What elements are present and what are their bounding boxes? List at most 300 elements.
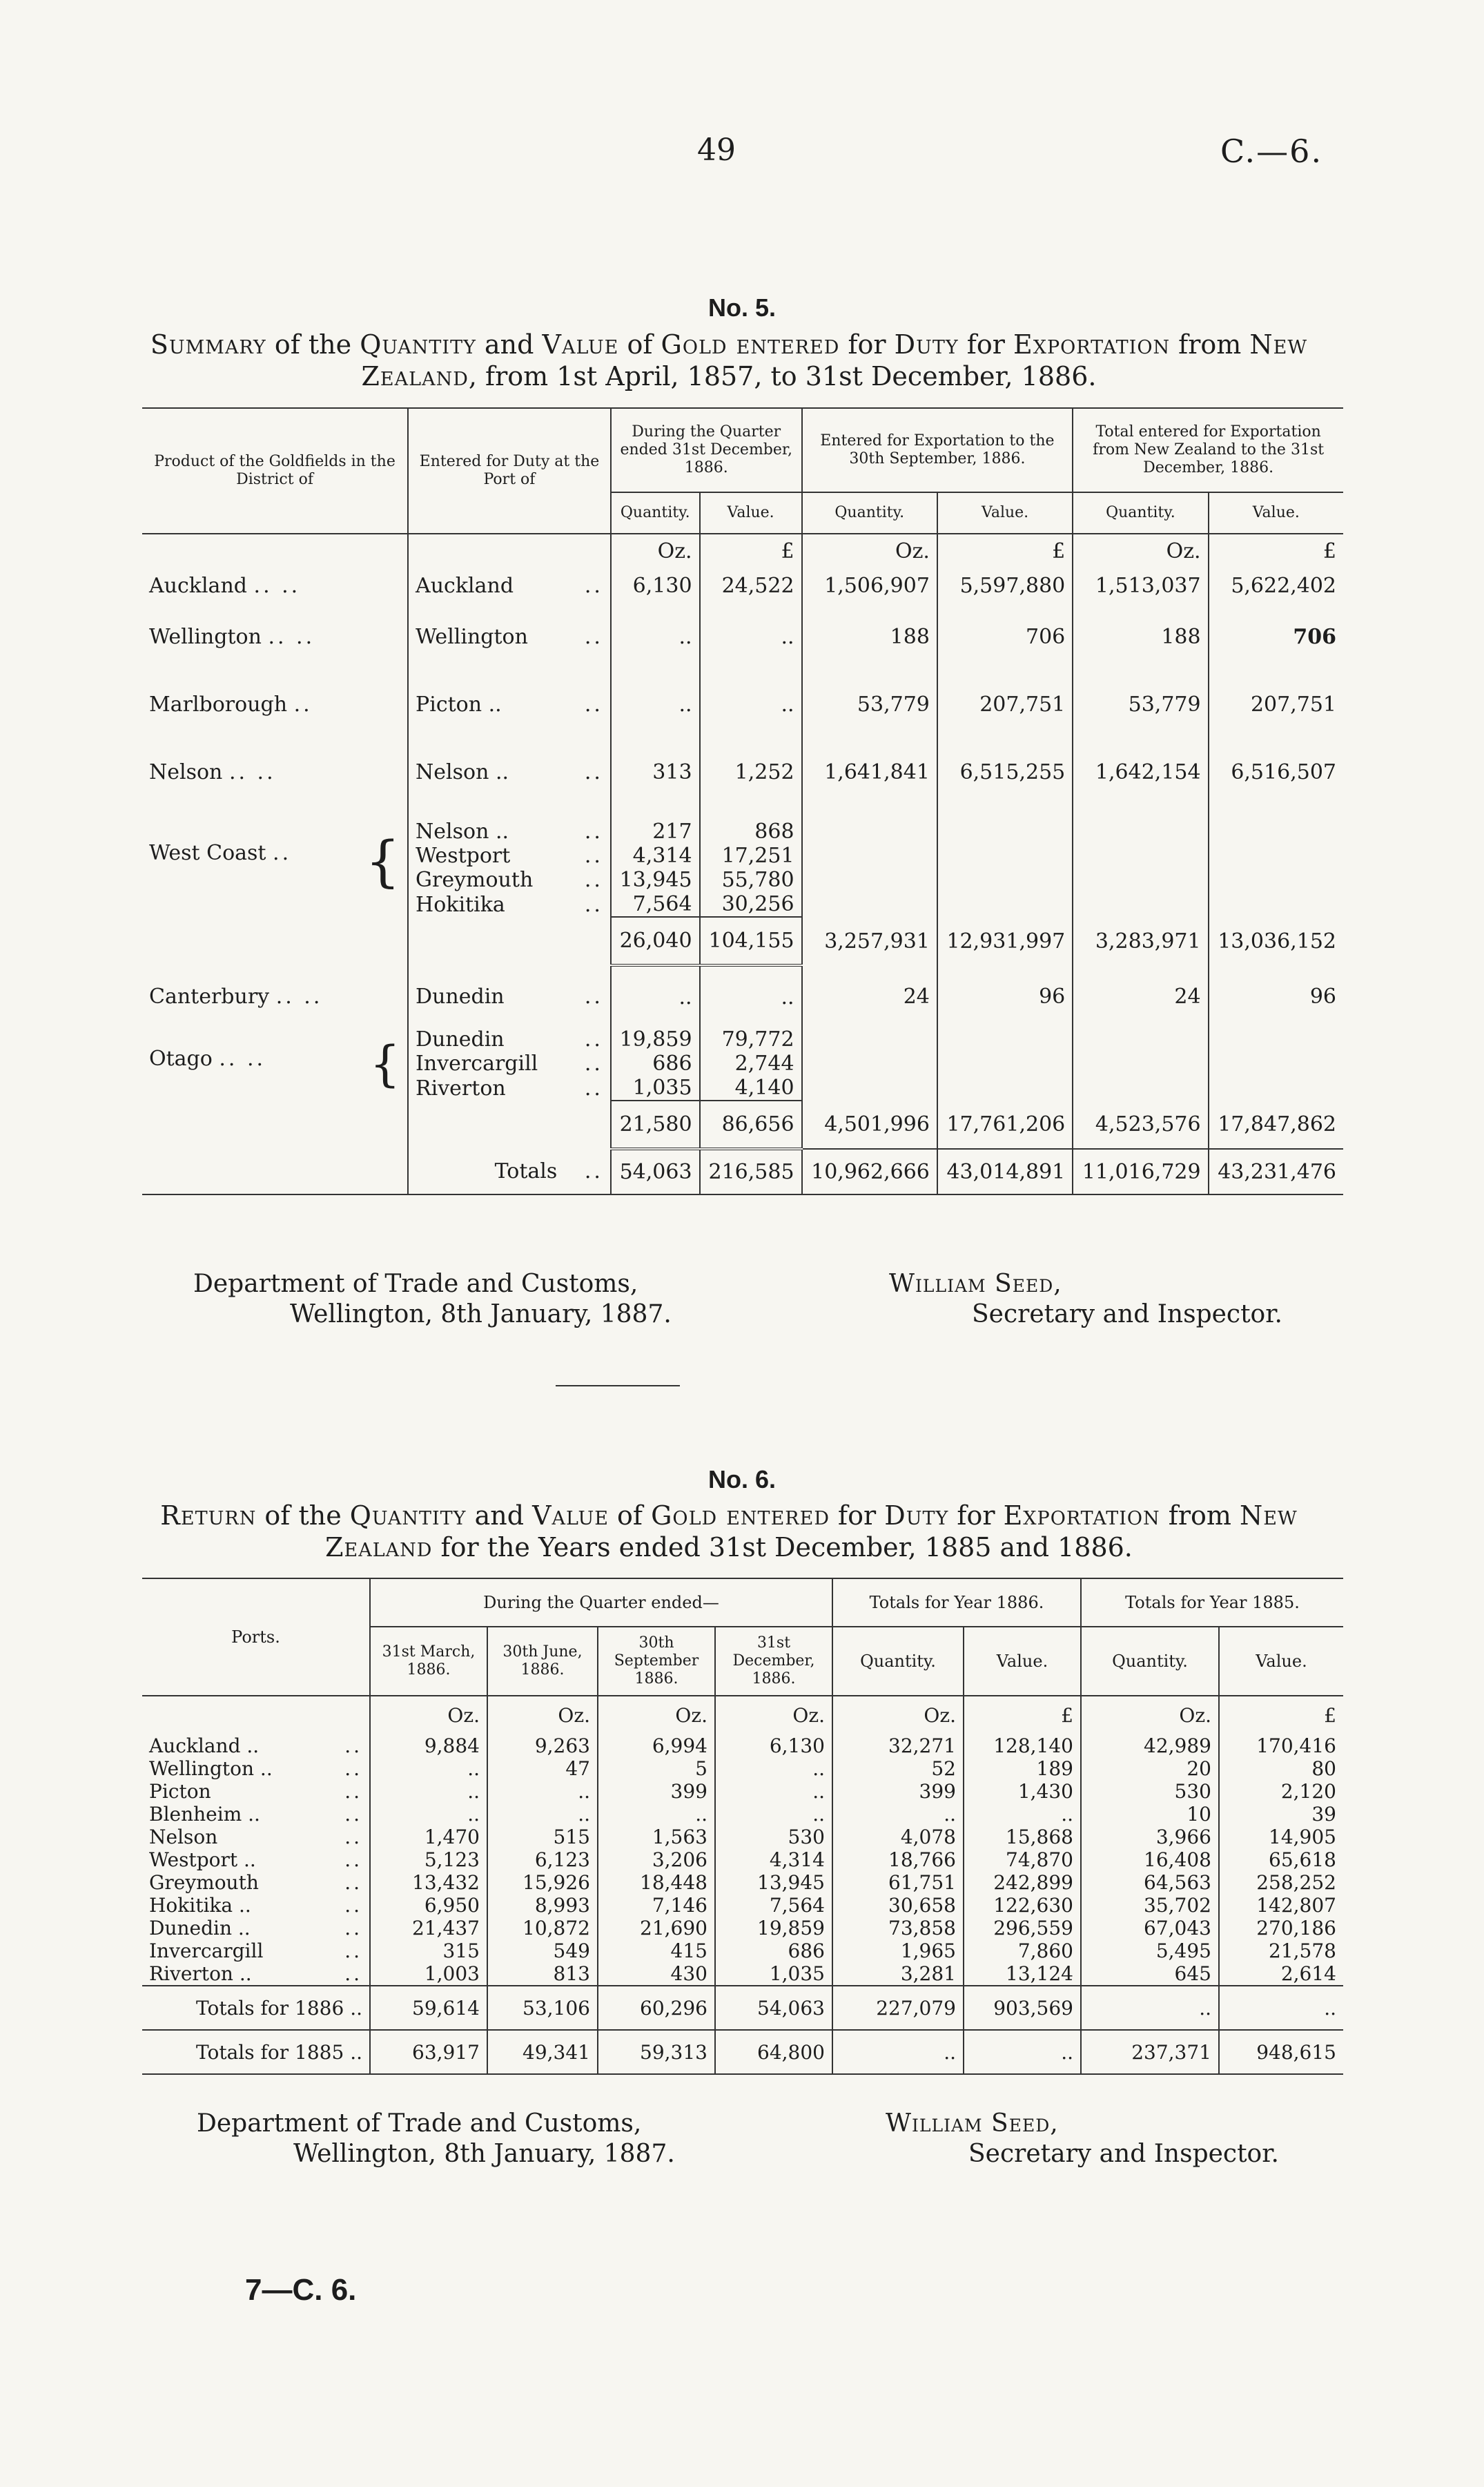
totals-q3: 60,296 — [598, 1986, 715, 2030]
year-1885-value: 270,186 — [1219, 1917, 1343, 1939]
quarter-quantity: 7,564 — [611, 892, 700, 917]
totals-1886-quantity: 227,079 — [832, 1986, 964, 2030]
quarter-value: 79,772 — [700, 1027, 802, 1052]
year-1885-quantity: 5,495 — [1081, 1939, 1219, 1962]
quarter-q3: 3,206 — [598, 1848, 715, 1871]
port-name: Hokitika .. — [149, 1894, 251, 1917]
quarter-quantity: .. — [611, 603, 700, 670]
quarter-q1: 5,123 — [370, 1848, 487, 1871]
port-name: Dunedin — [416, 984, 505, 1009]
quarter-q1: .. — [370, 1803, 487, 1826]
table-row: Hokitika .. .. 6,950 8,993 7,146 7,564 30,658 122,630 35,702 142,807 — [142, 1894, 1343, 1917]
totals-label: Totals for 1886 .. — [196, 1996, 362, 2020]
quarter-q4: .. — [715, 1803, 832, 1826]
table-row: Blenheim .. .. .. .. .. .. .. .. 10 39 — [142, 1803, 1343, 1826]
quarter-quantity: 6,130 — [611, 568, 700, 603]
quarter-q3: 430 — [598, 1962, 715, 1986]
year-1886-value: 1,430 — [964, 1780, 1081, 1803]
quarter-quantity: 13,945 — [611, 868, 700, 892]
total-value: 6,516,507 — [1209, 738, 1343, 806]
quarter-q3: 21,690 — [598, 1917, 715, 1939]
totals-1886-value: 903,569 — [964, 1986, 1081, 2030]
header-year-1885: Totals for Year 1885. — [1081, 1578, 1343, 1627]
year-1885-quantity: 35,702 — [1081, 1894, 1219, 1917]
quarter-value: .. — [700, 965, 802, 1027]
quarter-q1: 315 — [370, 1939, 487, 1962]
year-1885-quantity: 67,043 — [1081, 1917, 1219, 1939]
totals-row-1886 — [142, 1986, 1343, 2030]
title-word: Duty — [894, 329, 959, 360]
header-quantity: Quantity. — [802, 492, 937, 534]
totals-label: Totals for 1885 .. — [196, 2040, 362, 2064]
unit-pound: £ — [1219, 1696, 1343, 1734]
title-word: of — [618, 329, 661, 360]
quarter-value: 4,140 — [700, 1076, 802, 1101]
totals-1885-value: .. — [1219, 1986, 1343, 2030]
title-word: Summary — [150, 329, 266, 360]
total-quantity: 3,283,971 — [1073, 917, 1208, 965]
port-name: Wellington — [416, 624, 528, 649]
header-ports: Ports. — [142, 1578, 370, 1696]
year-1886-value: .. — [964, 1803, 1081, 1826]
quarter-q3: 399 — [598, 1780, 715, 1803]
port-name: Nelson .. — [416, 759, 509, 784]
year-1886-quantity: 3,281 — [832, 1962, 964, 1986]
unit-pound: £ — [937, 534, 1073, 568]
title-word: and — [476, 329, 543, 360]
brace: { — [369, 1036, 401, 1092]
year-1885-quantity: 645 — [1081, 1962, 1219, 1986]
year-1886-quantity: 73,858 — [832, 1917, 964, 1939]
table-row: Greymouth .. 13,432 15,926 18,448 13,945 61,751 242,899 64,563 258,252 — [142, 1871, 1343, 1894]
header-value: Value. — [1219, 1627, 1343, 1696]
year-1886-quantity: .. — [832, 1803, 964, 1826]
year-1885-value: 39 — [1219, 1803, 1343, 1826]
entered-value: 207,751 — [937, 670, 1073, 738]
year-1886-quantity: 32,271 — [832, 1734, 964, 1757]
port-name: Hokitika — [416, 892, 505, 917]
year-1886-quantity: 399 — [832, 1780, 964, 1803]
quarter-q3: 18,448 — [598, 1871, 715, 1894]
header-year-1886: Totals for Year 1886. — [832, 1578, 1081, 1627]
title-word: Gold entered — [651, 1500, 830, 1531]
quarter-value: 24,522 — [700, 568, 802, 603]
quarter-q1: .. — [370, 1757, 487, 1780]
quarter-q1: 13,432 — [370, 1871, 487, 1894]
quarter-q4: 1,035 — [715, 1962, 832, 1986]
year-1886-value: 74,870 — [964, 1848, 1081, 1871]
quarter-q1: 9,884 — [370, 1734, 487, 1757]
totals-q1: 63,917 — [370, 2030, 487, 2074]
total-value: 96 — [1209, 965, 1343, 1027]
quarter-value: 30,256 — [700, 892, 802, 917]
year-1886-quantity: 61,751 — [832, 1871, 964, 1894]
header-q3: 30th September 1886. — [598, 1627, 715, 1696]
header-product: Product of the Goldfields in the District of — [142, 408, 408, 534]
entered-quantity: 1,641,841 — [802, 738, 937, 806]
signature-officer — [889, 1269, 1282, 1330]
title-word: for the Years ended 31st December, 1885 and 1886. — [432, 1532, 1133, 1562]
totals-q2: 53,106 — [487, 1986, 598, 2030]
quarter-q3: 5 — [598, 1757, 715, 1780]
subtotal-quantity: 26,040 — [611, 917, 700, 965]
quarter-quantity: 217 — [611, 806, 700, 844]
total-quantity: 24 — [1073, 965, 1208, 1027]
quarter-value: 2,744 — [700, 1052, 802, 1076]
year-1886-value: 13,124 — [964, 1962, 1081, 1986]
title-word: Exportation — [1013, 329, 1171, 360]
quarter-q1: 6,950 — [370, 1894, 487, 1917]
port-name: Nelson — [149, 1826, 218, 1848]
title-word: for — [948, 1500, 1004, 1531]
header-quarter: During the Quarter ended 31st December, 1886. — [611, 408, 802, 492]
year-1886-value: 122,630 — [964, 1894, 1081, 1917]
table-row — [142, 917, 1343, 965]
quarter-q4: 6,130 — [715, 1734, 832, 1757]
header-entered: Entered for Exportation to the 30th September, 1886. — [802, 408, 1073, 492]
unit-oz: Oz. — [1081, 1696, 1219, 1734]
port-name: Westport — [416, 844, 511, 868]
totals-total-value: 43,231,476 — [1209, 1149, 1343, 1194]
entered-value: 6,515,255 — [937, 738, 1073, 806]
table5: Product of the Goldfields in the District of Entered for Duty at the Port of During the Quarter ended 31st December, 1886. Entered for Exportation to the 30th September, 1886. Total entered for Exportation from New Zealand to the 31st December, 1886. Quantity. Value. Quantity. Value. Quantity. Value. Oz. £ Oz. £ Oz. £ Auckland .. .. Auckland .. 6,130 24,522 1,506,907 5,597,880 1,513,037 5,622,402 Wellington .. .. Wellington .. .. .. 188 706 188 706 Marlborough .. Picton .. .. .. .. 53,779 207,751 53,779 207,751 Nelson .. .. Nelson .. .. 313 1,252 1,641,841 6,515,255 1,642,154 6,516,507 West Coast .. { Nelson .. .. 217 868 Westport .. 4,314 17,251 Greymouth .. 13,945 55,780 Hokitika .. 7,564 30,256 26,040 104,155 3,257,931 12,931,997 3,283,971 13,036,152 Canterbury .. .. Dunedin .. .. .. 24 96 24 96 Otago .. .. { Dunedin .. 19,859 79,772 Invercargill .. 686 2,744 Riverton .. 1,035 4,140 21,580 86,656 4,501,996 17,761,206 4,523,576 17,847,862 Totals .. 54,063 216,585 10,962,666 43,014,891 11,016,729 43,231,476 — [142, 407, 1343, 1195]
quarter-quantity: 313 — [611, 738, 700, 806]
quarter-q3: 6,994 — [598, 1734, 715, 1757]
year-1885-quantity: 20 — [1081, 1757, 1219, 1780]
table-row — [142, 1101, 1343, 1149]
total-quantity: 188 — [1073, 603, 1208, 670]
totals-entered-quantity: 10,962,666 — [802, 1149, 937, 1194]
quarter-q3: 7,146 — [598, 1894, 715, 1917]
quarter-q3: .. — [598, 1803, 715, 1826]
year-1885-quantity: 64,563 — [1081, 1871, 1219, 1894]
unit-oz: Oz. — [370, 1696, 487, 1734]
port-name: Picton .. — [416, 692, 502, 717]
unit-oz: Oz. — [487, 1696, 598, 1734]
series-code: C.—6. — [1220, 133, 1323, 170]
header-quantity: Quantity. — [1081, 1627, 1219, 1696]
table-row: Nelson .. 1,470 515 1,563 530 4,078 15,868 3,966 14,905 — [142, 1826, 1343, 1848]
quarter-q1: 21,437 — [370, 1917, 487, 1939]
header-total: Total entered for Exportation from New Zealand to the 31st December, 1886. — [1073, 408, 1343, 492]
department-line: Department of Trade and Customs, — [197, 2109, 642, 2138]
subtotal-quantity: 21,580 — [611, 1101, 700, 1149]
port-name: Blenheim .. — [149, 1803, 260, 1826]
district-name: Nelson — [149, 759, 223, 784]
year-1886-quantity: 52 — [832, 1757, 964, 1780]
total-value: 207,751 — [1209, 670, 1343, 738]
year-1885-value: 2,120 — [1219, 1780, 1343, 1803]
quarter-q3: 415 — [598, 1939, 715, 1962]
unit-oz: Oz. — [802, 534, 937, 568]
quarter-q4: 19,859 — [715, 1917, 832, 1939]
title-word: for — [839, 329, 895, 360]
quarter-q2: .. — [487, 1803, 598, 1826]
quarter-quantity: .. — [611, 965, 700, 1027]
port-name: Nelson .. — [416, 820, 509, 844]
title-word: Quantity — [360, 329, 476, 360]
title-word: , from 1st April, 1857, to 31st December, 1886. — [468, 361, 1097, 391]
totals-q4: 54,063 — [715, 1986, 832, 2030]
table-row: Picton .. .. .. 399 .. 399 1,430 530 2,120 — [142, 1780, 1343, 1803]
year-1885-value: 170,416 — [1219, 1734, 1343, 1757]
year-1886-value: 242,899 — [964, 1871, 1081, 1894]
port-name: Auckland — [416, 573, 514, 598]
entered-value: 96 — [937, 965, 1073, 1027]
title-word: Value — [532, 1500, 609, 1531]
footer-code: 7—C. 6. — [245, 2273, 357, 2307]
title-word: and — [466, 1500, 533, 1531]
table-row: Dunedin .. .. 21,437 10,872 21,690 19,859 73,858 296,559 67,043 270,186 — [142, 1917, 1343, 1939]
quarter-q2: .. — [487, 1780, 598, 1803]
totals-1885-quantity: .. — [1081, 1986, 1219, 2030]
table-row: Riverton .. .. 1,003 813 430 1,035 3,281 13,124 645 2,614 — [142, 1962, 1343, 1986]
entered-quantity: 24 — [802, 965, 937, 1027]
title-word: from — [1160, 1500, 1240, 1531]
quarter-q1: .. — [370, 1780, 487, 1803]
quarter-q2: 47 — [487, 1757, 598, 1780]
year-1886-value: 15,868 — [964, 1826, 1081, 1848]
year-1886-quantity: 18,766 — [832, 1848, 964, 1871]
totals-q1: 59,614 — [370, 1986, 487, 2030]
date-line: Wellington, 8th January, 1887. — [290, 1300, 672, 1328]
unit-pound: £ — [964, 1696, 1081, 1734]
year-1885-value: 258,252 — [1219, 1871, 1343, 1894]
table6 — [142, 1578, 1343, 2075]
signature-department — [197, 2109, 675, 2169]
year-1885-quantity: 3,966 — [1081, 1826, 1219, 1848]
unit-oz: Oz. — [715, 1696, 832, 1734]
total-value: 706 — [1209, 603, 1343, 670]
signature-department — [193, 1269, 672, 1330]
total-quantity: 53,779 — [1073, 670, 1208, 738]
quarter-value: 868 — [700, 806, 802, 844]
header-port: Entered for Duty at the Port of — [408, 408, 611, 534]
year-1885-value: 142,807 — [1219, 1894, 1343, 1917]
entered-quantity: 53,779 — [802, 670, 937, 738]
district-name: West Coast — [149, 840, 266, 865]
entered-quantity: 1,506,907 — [802, 568, 937, 603]
unit-oz: Oz. — [1073, 534, 1208, 568]
totals-quarter-quantity: 54,063 — [611, 1149, 700, 1194]
title-word: Quantity — [349, 1500, 467, 1531]
port-name: Invercargill — [416, 1052, 538, 1076]
port-name: Picton — [149, 1780, 211, 1803]
title-word: for — [829, 1500, 885, 1531]
subtotal-value: 86,656 — [700, 1101, 802, 1149]
header-quantity: Quantity. — [611, 492, 700, 534]
table-row: Nelson .. .. Nelson .. .. 313 1,252 1,641,841 6,515,255 1,642,154 6,516,507 — [142, 738, 1343, 806]
port-name: Wellington .. — [149, 1757, 273, 1780]
section-divider — [556, 1385, 680, 1386]
title-word: of — [608, 1500, 652, 1531]
entered-quantity: 188 — [802, 603, 937, 670]
year-1886-value: 7,860 — [964, 1939, 1081, 1962]
header-quantity: Quantity. — [1073, 492, 1208, 534]
unit-oz: Oz. — [832, 1696, 964, 1734]
table6-title — [142, 1500, 1316, 1563]
totals-1886-value: .. — [964, 2030, 1081, 2074]
quarter-q2: 15,926 — [487, 1871, 598, 1894]
port-name: Invercargill — [149, 1939, 264, 1962]
totals-q4: 64,800 — [715, 2030, 832, 2074]
quarter-q2: 549 — [487, 1939, 598, 1962]
quarter-q2: 9,263 — [487, 1734, 598, 1757]
table-row: Invercargill .. 315 549 415 686 1,965 7,860 5,495 21,578 — [142, 1939, 1343, 1962]
quarter-quantity: .. — [611, 670, 700, 738]
port-name: Riverton — [416, 1076, 506, 1101]
quarter-q2: 813 — [487, 1962, 598, 1986]
table6-rows — [142, 1734, 1343, 1986]
title-word: Value — [542, 329, 619, 360]
entered-quantity: 3,257,931 — [802, 917, 937, 965]
quarter-quantity: 4,314 — [611, 844, 700, 868]
port-name: Riverton .. — [149, 1962, 252, 1985]
title-word: for — [958, 329, 1013, 360]
total-quantity: 1,642,154 — [1073, 738, 1208, 806]
quarter-q2: 515 — [487, 1826, 598, 1848]
entered-value: 12,931,997 — [937, 917, 1073, 965]
date-line: Wellington, 8th January, 1887. — [293, 2140, 675, 2168]
header-q4: 31st December, 1886. — [715, 1627, 832, 1696]
quarter-q2: 6,123 — [487, 1848, 598, 1871]
total-value: 13,036,152 — [1209, 917, 1343, 965]
port-name: Dunedin — [416, 1027, 505, 1052]
title-word: New Zealand — [361, 329, 1308, 391]
table-row: Wellington .. .. Wellington .. .. .. 188 706 188 706 — [142, 603, 1343, 670]
table-row: Westport .. .. 5,123 6,123 3,206 4,314 18,766 74,870 16,408 65,618 — [142, 1848, 1343, 1871]
year-1885-quantity: 42,989 — [1081, 1734, 1219, 1757]
totals-row-1885 — [142, 2030, 1343, 2074]
table-row: Auckland .. .. 9,884 9,263 6,994 6,130 32,271 128,140 42,989 170,416 — [142, 1734, 1343, 1757]
table6-heading: No. 6. — [707, 1465, 776, 1493]
header-value: Value. — [937, 492, 1073, 534]
department-line: Department of Trade and Customs, — [193, 1270, 638, 1298]
year-1885-quantity: 530 — [1081, 1780, 1219, 1803]
signature-officer — [886, 2109, 1279, 2169]
entered-value: 5,597,880 — [937, 568, 1073, 603]
title-word: from — [1170, 329, 1250, 360]
header-q1: 31st March, 1886. — [370, 1627, 487, 1696]
header-quarter-group: During the Quarter ended— — [370, 1578, 832, 1627]
quarter-value: 1,252 — [700, 738, 802, 806]
quarter-q3: 1,563 — [598, 1826, 715, 1848]
header-value: Value. — [964, 1627, 1081, 1696]
port-name: Westport .. — [149, 1848, 256, 1871]
totals-entered-value: 43,014,891 — [937, 1149, 1073, 1194]
year-1885-quantity: 10 — [1081, 1803, 1219, 1826]
port-name: Dunedin .. — [149, 1917, 251, 1939]
district-name: Otago — [149, 1047, 213, 1071]
quarter-value: 55,780 — [700, 868, 802, 892]
quarter-q4: .. — [715, 1780, 832, 1803]
year-1885-value: 65,618 — [1219, 1848, 1343, 1871]
totals-q3: 59,313 — [598, 2030, 715, 2074]
table5-title — [142, 329, 1316, 392]
title-word: Gold entered — [661, 329, 840, 360]
header-value: Value. — [1209, 492, 1343, 534]
district-name: Canterbury — [149, 984, 270, 1009]
totals-row: Totals .. 54,063 216,585 10,962,666 43,014,891 11,016,729 43,231,476 — [142, 1149, 1343, 1194]
year-1885-value: 80 — [1219, 1757, 1343, 1780]
officer-title: Secretary and Inspector. — [968, 2140, 1279, 2168]
title-word: Exportation — [1003, 1500, 1160, 1531]
year-1886-value: 296,559 — [964, 1917, 1081, 1939]
total-quantity: 4,523,576 — [1073, 1101, 1208, 1149]
table-row: Canterbury .. .. Dunedin .. .. .. 24 96 24 96 — [142, 965, 1343, 1027]
port-name: Auckland .. — [149, 1734, 260, 1757]
totals-q2: 49,341 — [487, 2030, 598, 2074]
table-row: Auckland .. .. Auckland .. 6,130 24,522 1,506,907 5,597,880 1,513,037 5,622,402 — [142, 568, 1343, 603]
totals-1886-quantity: .. — [832, 2030, 964, 2074]
quarter-q4: 13,945 — [715, 1871, 832, 1894]
quarter-q4: 7,564 — [715, 1894, 832, 1917]
title-word: Duty — [884, 1500, 949, 1531]
table5-heading: No. 5. — [707, 293, 776, 322]
entered-value: 17,761,206 — [937, 1101, 1073, 1149]
entered-quantity: 4,501,996 — [802, 1101, 937, 1149]
year-1886-quantity: 4,078 — [832, 1826, 964, 1848]
officer-name: William Seed, — [889, 1270, 1062, 1298]
quarter-q2: 10,872 — [487, 1917, 598, 1939]
quarter-q1: 1,470 — [370, 1826, 487, 1848]
officer-name: William Seed, — [886, 2109, 1059, 2138]
year-1886-value: 128,140 — [964, 1734, 1081, 1757]
quarter-value: 17,251 — [700, 844, 802, 868]
year-1885-value: 21,578 — [1219, 1939, 1343, 1962]
port-name: Greymouth — [416, 868, 534, 892]
total-value: 5,622,402 — [1209, 568, 1343, 603]
quarter-q1: 1,003 — [370, 1962, 487, 1986]
district-name: Wellington — [149, 624, 262, 649]
title-word: Return — [160, 1500, 257, 1531]
year-1886-value: 189 — [964, 1757, 1081, 1780]
quarter-value: .. — [700, 670, 802, 738]
total-value: 17,847,862 — [1209, 1101, 1343, 1149]
quarter-value: .. — [700, 603, 802, 670]
totals-total-quantity: 11,016,729 — [1073, 1149, 1208, 1194]
entered-value: 706 — [937, 603, 1073, 670]
table-row: Wellington .. .. .. 47 5 .. 52 189 20 80 — [142, 1757, 1343, 1780]
totals-1885-value: 948,615 — [1219, 2030, 1343, 2074]
unit-oz: Oz. — [611, 534, 700, 568]
totals-1885-quantity: 237,371 — [1081, 2030, 1219, 2074]
totals-label: Totals — [494, 1159, 558, 1183]
year-1885-value: 2,614 — [1219, 1962, 1343, 1986]
year-1885-quantity: 16,408 — [1081, 1848, 1219, 1871]
total-quantity: 1,513,037 — [1073, 568, 1208, 603]
table-row: Marlborough .. Picton .. .. .. .. 53,779 207,751 53,779 207,751 — [142, 670, 1343, 738]
quarter-quantity: 1,035 — [611, 1076, 700, 1101]
quarter-quantity: 686 — [611, 1052, 700, 1076]
officer-title: Secretary and Inspector. — [972, 1300, 1282, 1328]
year-1886-quantity: 30,658 — [832, 1894, 964, 1917]
unit-oz: Oz. — [598, 1696, 715, 1734]
district-name: Marlborough — [149, 692, 288, 717]
district-name: Auckland — [149, 573, 247, 598]
header-q2: 30th June, 1886. — [487, 1627, 598, 1696]
quarter-q4: 686 — [715, 1939, 832, 1962]
header-value: Value. — [700, 492, 802, 534]
totals-quarter-value: 216,585 — [700, 1149, 802, 1194]
year-1886-quantity: 1,965 — [832, 1939, 964, 1962]
page-number: 49 — [697, 133, 736, 168]
title-word: of the — [256, 1500, 350, 1531]
quarter-q4: 530 — [715, 1826, 832, 1848]
subtotal-value: 104,155 — [700, 917, 802, 965]
brace: { — [365, 829, 401, 893]
port-name: Greymouth — [149, 1871, 259, 1894]
